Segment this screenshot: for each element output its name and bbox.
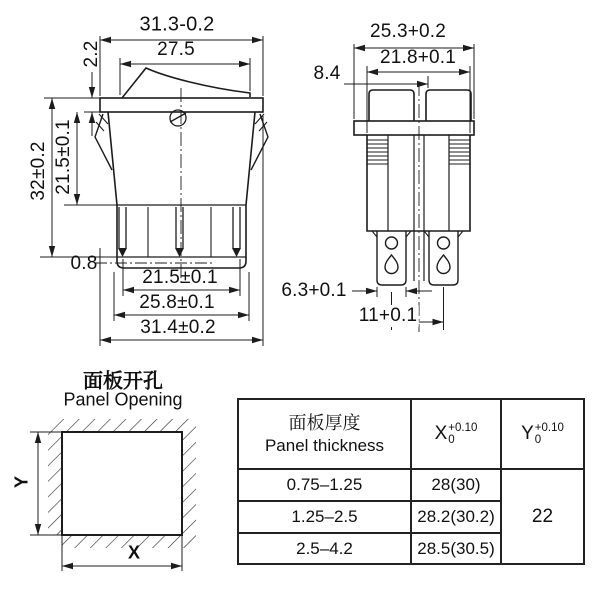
x-tolerance-base: X	[434, 423, 448, 444]
dim-front-rocker-width: 27.5	[157, 39, 195, 60]
x-tolerance-lower: 0	[448, 434, 455, 446]
dim-side-terminal-width: 6.3+0.1	[281, 280, 347, 301]
side-rocker-right	[426, 90, 471, 121]
front-view	[95, 68, 268, 284]
x-value-3: 28.5(30.5)	[411, 533, 501, 564]
thickness-range-3: 2.5–4.2	[238, 533, 411, 564]
panel-opening-title-zh: 面板开孔	[83, 370, 163, 393]
dim-side-body-width: 21.8+0.1	[379, 47, 457, 68]
side-flange	[354, 121, 474, 135]
table-header-thickness	[238, 399, 411, 469]
panel-opening-title-en: Panel Opening	[63, 389, 183, 410]
x-tolerance-upper: +0.10	[448, 421, 478, 434]
dim-side-rocker-width: 8.4	[313, 63, 341, 84]
thickness-range-2: 1.25–2.5	[238, 501, 411, 533]
dim-side-terminal-pitch: 11+0.1	[358, 305, 418, 326]
y-tolerance-base: Y	[521, 423, 534, 444]
table-row	[238, 469, 584, 501]
side-body	[367, 135, 470, 231]
y-tolerance-lower: 0	[534, 434, 542, 446]
x-value-1: 28(30)	[411, 469, 501, 501]
table-header-thickness-zh: 面板厚度	[288, 413, 361, 434]
panel-cutout	[62, 432, 182, 535]
side-view	[354, 82, 474, 332]
side-view-dimensions	[344, 44, 474, 330]
table-header-x	[411, 399, 501, 469]
front-terminals	[118, 207, 241, 257]
dim-side-flange-width: 25.3+0.2	[369, 21, 447, 42]
dim-front-bottom-width: 31.4±0.2	[140, 317, 216, 338]
dim-front-bezel-height: 2.2	[81, 40, 102, 68]
side-ribs-left	[367, 140, 388, 164]
table-header-y	[501, 399, 584, 469]
dim-front-top-width: 31.3-0.2	[139, 13, 215, 36]
y-value-cell: 22	[501, 469, 584, 564]
terminal-blade-left	[372, 231, 411, 285]
dim-front-bottom-gap: 0.8	[70, 253, 98, 274]
side-rocker-left	[369, 90, 414, 121]
dim-front-total-height: 32±0.2	[28, 141, 49, 201]
axis-x-label: X	[127, 542, 141, 563]
axis-y-label: Y	[11, 475, 32, 489]
y-tolerance-upper: +0.10	[534, 421, 564, 434]
terminal-blade-right	[424, 231, 463, 285]
dim-front-body-depth: 21.5±0.1	[53, 119, 74, 195]
front-flange	[100, 98, 263, 112]
dim-front-body-width: 25.8±0.1	[139, 292, 215, 313]
rocker-profile	[122, 68, 250, 98]
panel-opening-diagram	[30, 419, 196, 571]
table-header-thickness-en: Panel thickness	[264, 435, 385, 455]
thickness-range-1: 0.75–1.25	[238, 469, 411, 501]
dimension-table	[237, 398, 585, 565]
side-ribs-right	[449, 140, 470, 164]
dim-front-terminal-span: 21.5±0.1	[142, 267, 218, 288]
x-value-2: 28.2(30.2)	[411, 501, 501, 533]
